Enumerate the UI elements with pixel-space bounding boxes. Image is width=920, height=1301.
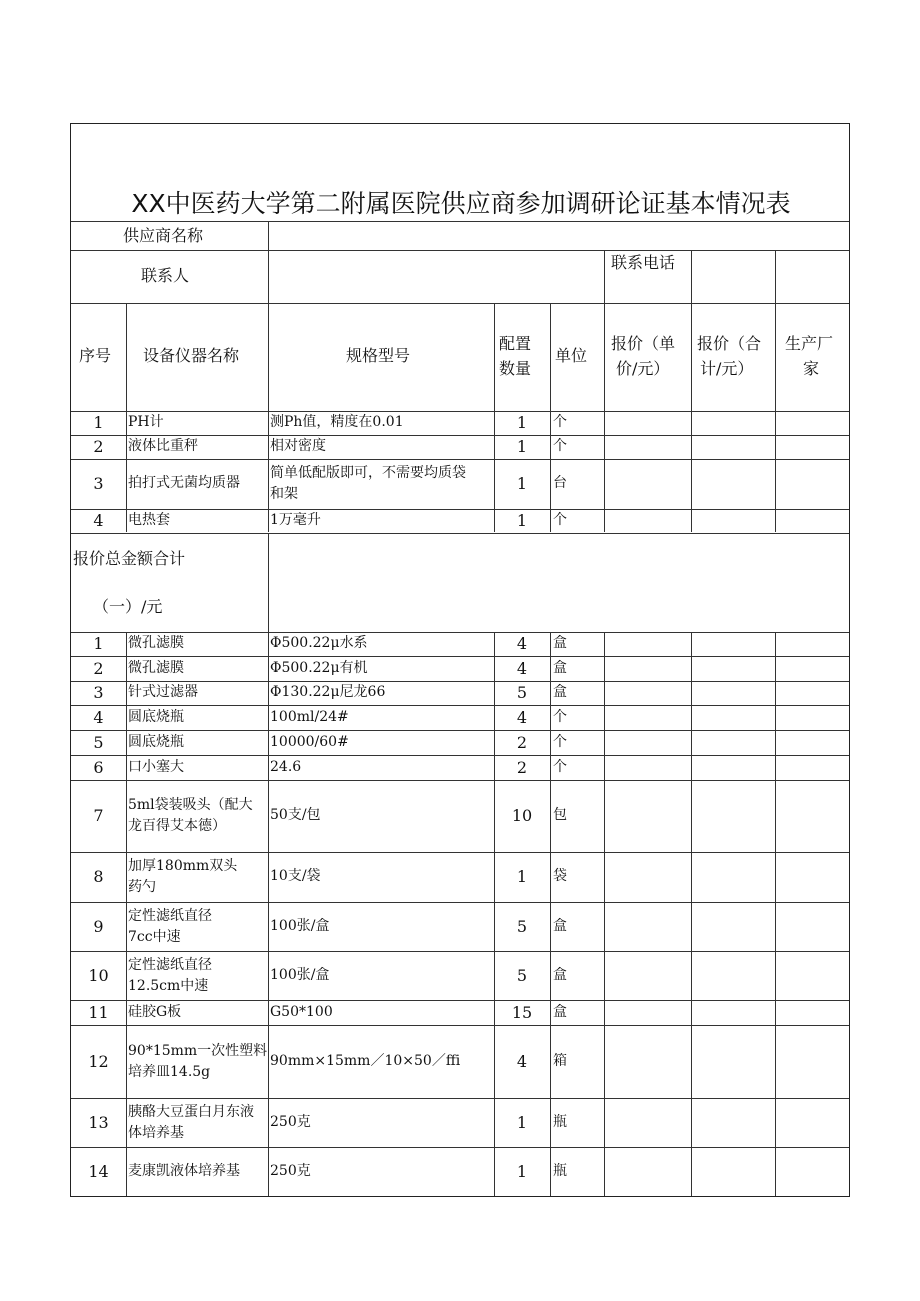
row-line	[71, 730, 849, 731]
header-seq: 序号	[79, 346, 112, 365]
row-line	[71, 250, 849, 251]
row-qty: 4	[516, 634, 528, 653]
row-seq: 2	[93, 658, 104, 678]
row-qty: 1	[516, 474, 528, 493]
col-line	[268, 533, 269, 632]
row-seq: 13	[88, 1112, 109, 1132]
col-line	[126, 303, 127, 532]
row-qty: 4	[516, 658, 528, 678]
header-total-price-2: 计/元）	[700, 359, 754, 378]
row-seq: 9	[93, 916, 104, 936]
row-spec: 50支/包	[270, 807, 321, 823]
row-seq: 2	[93, 437, 104, 456]
row-line	[71, 221, 849, 222]
row-qty: 5	[516, 683, 528, 702]
row-name: 硅胶G板	[128, 1003, 182, 1020]
header-spec: 规格型号	[346, 346, 411, 365]
row-line	[71, 656, 849, 657]
row-unit: 瓶	[553, 1113, 567, 1130]
row-spec: 250克	[270, 1113, 311, 1130]
row-name: 5ml袋装吸头（配大	[128, 797, 253, 813]
row-unit: 盒	[553, 659, 567, 676]
row-unit: 盒	[553, 917, 567, 934]
row-seq: 12	[88, 1051, 109, 1071]
row-name: 定性滤纸直径	[128, 956, 212, 973]
contact-label: 联系人	[141, 266, 190, 285]
row-name: 圆底烧瓶	[128, 708, 184, 725]
row-qty: 2	[516, 757, 528, 777]
header-qty-1: 配置	[499, 334, 532, 353]
row-name: 药勺	[128, 879, 156, 895]
row-seq: 5	[93, 732, 104, 752]
row-spec: 24.6	[270, 758, 302, 775]
header-unit-price-1: 报价（单	[611, 334, 676, 353]
form-title: XX中医药大学第二附属医院供应商参加调研论证基本情况表	[131, 189, 791, 218]
row-line	[71, 509, 849, 510]
row-name: 90*15mm一次性塑料	[128, 1042, 268, 1059]
row-qty: 1	[516, 437, 528, 456]
col-line	[604, 250, 605, 532]
row-line	[71, 411, 849, 412]
row-line	[71, 303, 849, 304]
header-total-price-1: 报价（合	[697, 334, 762, 353]
row-line	[71, 780, 849, 781]
header-unit: 单位	[555, 346, 588, 365]
row-name: 微孔滤膜	[128, 635, 184, 651]
row-spec: 100张/盒	[270, 917, 330, 934]
contact-phone-label: 联系电话	[611, 253, 676, 272]
row-seq: 6	[93, 757, 104, 777]
header-maker-2: 家	[803, 359, 820, 378]
row-line	[71, 951, 849, 952]
header-unit-price-2: 价/元）	[616, 359, 670, 378]
row-qty: 1	[516, 511, 528, 530]
row-name: 拍打式无菌均质器	[128, 475, 240, 491]
supplier-name-label: 供应商名称	[123, 226, 204, 245]
header-qty-2: 数量	[499, 359, 532, 378]
col-line	[775, 250, 776, 532]
col-line	[550, 632, 551, 1196]
row-seq: 3	[93, 683, 104, 702]
row-qty: 2	[516, 732, 528, 752]
row-spec: 10支/袋	[270, 868, 321, 884]
subtotal-label: 报价总金额合计	[73, 549, 186, 568]
col-line	[691, 632, 692, 1196]
row-spec: 100张/盒	[270, 966, 330, 983]
row-name: 口小塞大	[128, 758, 184, 775]
header-maker-1: 生产厂	[785, 334, 834, 353]
row-name: PH计	[128, 414, 164, 430]
row-seq: 14	[88, 1161, 109, 1181]
row-seq: 1	[93, 634, 104, 653]
row-name: 电热套	[128, 512, 170, 528]
row-seq: 3	[93, 474, 104, 493]
row-line	[71, 705, 849, 706]
row-name: 麦康凯液体培养基	[128, 1162, 240, 1179]
row-line	[71, 681, 849, 682]
row-name: 12.5cm中速	[128, 977, 209, 994]
row-unit: 箱	[553, 1052, 567, 1069]
row-seq: 10	[88, 965, 109, 985]
col-line	[126, 632, 127, 1196]
row-unit: 个	[553, 414, 567, 430]
row-spec: 简单低配版即可，不需要均质袋	[270, 465, 466, 481]
row-qty: 4	[516, 707, 528, 727]
row-name: 龙百得艾本德）	[128, 818, 226, 834]
row-spec: 和架	[270, 486, 298, 502]
row-seq: 4	[93, 707, 104, 727]
row-qty: 1	[516, 413, 528, 432]
row-line	[71, 1147, 849, 1148]
row-seq: 11	[88, 1002, 109, 1022]
row-line	[71, 1098, 849, 1099]
row-unit: 个	[553, 708, 567, 725]
row-name: 圆底烧瓶	[128, 733, 184, 750]
row-unit: 盒	[553, 635, 567, 651]
row-seq: 8	[93, 867, 104, 886]
row-line	[71, 1025, 849, 1026]
row-unit: 个	[553, 733, 567, 750]
row-unit: 盒	[553, 684, 567, 700]
row-unit: 盒	[553, 966, 567, 983]
row-spec: 100ml/24#	[270, 708, 349, 725]
row-name: 液体比重秤	[128, 438, 198, 454]
row-spec: Φ500.22μ有机	[270, 659, 368, 676]
row-qty: 1	[516, 1161, 528, 1181]
row-unit: 个	[553, 512, 567, 528]
row-line	[71, 459, 849, 460]
col-line	[550, 303, 551, 532]
row-qty: 10	[511, 806, 533, 825]
row-unit: 个	[553, 758, 567, 775]
row-spec: 90mm×15mm／10×50／ffi	[270, 1052, 461, 1069]
col-line	[604, 632, 605, 1196]
row-name: 7cc中速	[128, 928, 181, 945]
col-line	[268, 221, 269, 532]
col-line	[775, 632, 776, 1196]
row-spec: Φ500.22μ水系	[270, 635, 368, 651]
row-spec: G50*100	[270, 1003, 333, 1020]
row-name: 微孔滤膜	[128, 659, 184, 676]
row-seq: 4	[93, 511, 104, 530]
row-qty: 5	[516, 916, 528, 936]
row-unit: 个	[553, 438, 567, 454]
row-unit: 台	[553, 475, 567, 491]
row-spec: 相对密度	[270, 438, 326, 454]
header-name: 设备仪器名称	[143, 346, 240, 365]
row-spec: 1万毫升	[270, 512, 321, 528]
row-name: 体培养基	[128, 1124, 184, 1141]
row-line	[71, 632, 849, 633]
row-line	[71, 435, 849, 436]
row-spec: 测Ph值，精度在0.01	[270, 414, 404, 430]
col-line	[691, 250, 692, 532]
row-seq: 7	[93, 806, 104, 825]
row-name: 定性滤纸直径	[128, 907, 212, 924]
row-unit: 瓶	[553, 1162, 567, 1179]
row-spec: Φ130.22μ尼龙66	[270, 684, 386, 700]
row-spec: 10000/60#	[270, 733, 349, 750]
row-name: 培养皿14.5g	[128, 1063, 211, 1080]
row-unit: 盒	[553, 1003, 567, 1020]
row-line	[71, 533, 849, 534]
row-qty: 4	[516, 1051, 528, 1071]
row-unit: 包	[553, 807, 567, 823]
row-qty: 1	[516, 1112, 528, 1132]
row-line	[71, 755, 849, 756]
row-line	[71, 852, 849, 853]
row-line	[71, 1000, 849, 1001]
row-qty: 1	[516, 867, 528, 886]
survey-form-table	[70, 123, 850, 1197]
row-qty: 15	[511, 1002, 533, 1022]
subtotal-label-2: （一）/元	[93, 597, 163, 616]
row-line	[71, 902, 849, 903]
row-name: 胰酪大豆蛋白月东液	[128, 1103, 254, 1120]
row-unit: 袋	[553, 868, 567, 884]
col-line	[268, 632, 269, 1196]
row-seq: 1	[93, 413, 104, 432]
row-name: 加厚180mm双头	[128, 858, 238, 874]
row-qty: 5	[516, 965, 528, 985]
row-name: 针式过滤器	[128, 684, 198, 700]
row-spec: 250克	[270, 1162, 311, 1179]
